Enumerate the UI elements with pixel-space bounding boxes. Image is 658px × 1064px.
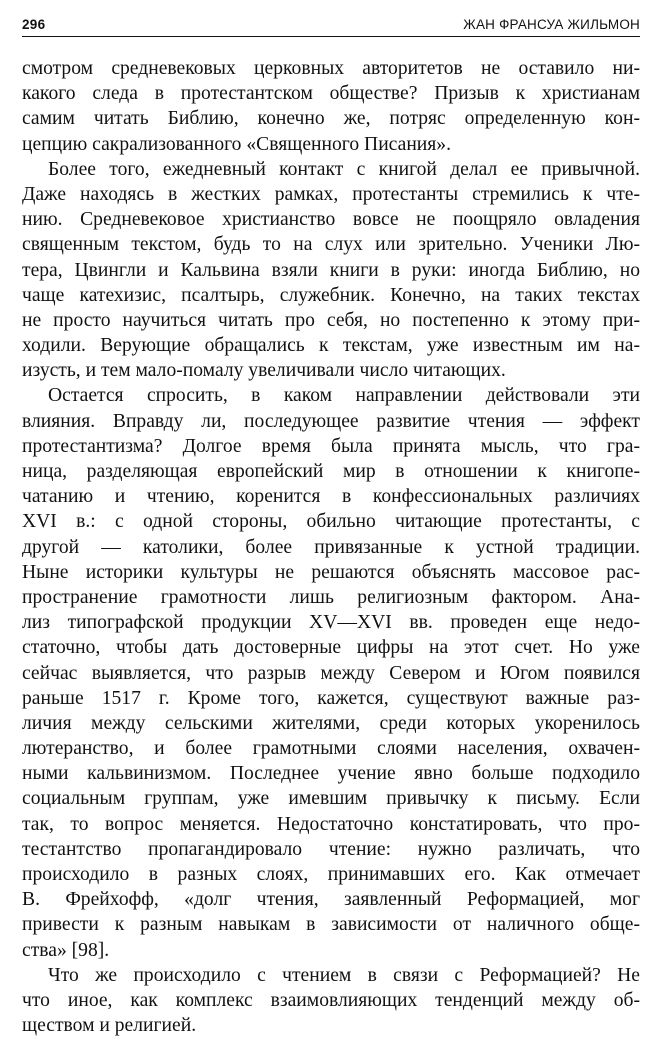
text-line: Остается спросить, в каком направлении действовали эти xyxy=(48,385,640,407)
text-line: ходили. Верующие обращались к текстам, уже известным им на- xyxy=(22,335,640,357)
text-line: цепцию сакрализованного «Священного Писания». xyxy=(22,133,451,155)
text-line: XVI в.: с одной стороны, обильно читающие протестанты, с xyxy=(22,511,640,533)
text-line: лютеранство, и более грамотными слоями населения, охвачен- xyxy=(22,738,640,760)
paragraph xyxy=(22,56,640,157)
text-line: священным текстом, будь то на слух или зрительно. Ученики Лю- xyxy=(22,234,640,256)
text-line: влияния. Вправду ли, последующее развитие чтения — эффект xyxy=(22,410,640,432)
text-line: чатанию и чтению, коренится в конфессиональных различиях xyxy=(22,486,640,508)
body-text xyxy=(22,56,640,1038)
text-line: самим читать Библию, конечно же, потряс определенную кон- xyxy=(22,108,640,130)
text-line: ными кальвинизмом. Последнее учение явно больше подходило xyxy=(22,763,640,785)
running-header xyxy=(22,14,640,37)
text-line: чаще катехизис, псалтырь, служебник. Конечно, на таких текстах xyxy=(22,284,640,306)
text-line: личия между сельскими жителями, среди которых укоренилось xyxy=(22,712,640,734)
text-line: социальным группам, уже имевшим привычку к письму. Если xyxy=(22,788,640,810)
text-line: другой — католики, более привязанные к устной традиции. xyxy=(22,536,640,558)
text-line: ница, разделяющая европейский мир в отношении к книгопе- xyxy=(22,461,640,482)
text-line: ществом и религией. xyxy=(22,1015,197,1037)
text-line: Что же происходило с чтением в связи с Реформацией? Не xyxy=(48,964,640,986)
text-line: Более того, ежедневный контакт с книгой делал ее привычной. xyxy=(48,158,640,180)
text-line: привести к разным навыкам в зависимости от наличного обще- xyxy=(22,914,640,936)
text-line: смотром средневековых церковных авторитетов не оставило ни- xyxy=(22,58,640,79)
paragraph xyxy=(22,157,640,384)
text-line: раньше 1517 г. Кроме того, кажется, существуют важные раз- xyxy=(22,687,640,709)
text-line: статочно, чтобы дать достоверные цифры на этот счет. Но уже xyxy=(22,637,640,659)
text-line: так, то вопрос меняется. Недостаточно констатировать, что про- xyxy=(22,813,640,835)
text-line: Даже находясь в жестких рамках, протестанты стремились к чте- xyxy=(22,183,640,205)
text-line: лиз типографской продукции XV—XVI вв. проведен еще недо- xyxy=(22,612,640,634)
text-line: протестантизма? Долгое время была принята мысль, что гра- xyxy=(22,435,640,457)
text-line: ства» [98]. xyxy=(22,939,110,961)
text-line: изусть, и тем мало-помалу увеличивали число читающих. xyxy=(22,360,506,382)
text-line: В. Фрейхофф, «долг чтения, заявленный Реформацией, мог xyxy=(22,889,640,911)
paragraph xyxy=(22,963,640,1039)
text-line: тестантство пропагандировало чтение: нужно различать, что xyxy=(22,838,640,860)
page-number: 296 xyxy=(22,17,46,32)
text-line: происходило в разных слоях, принимавших его. Как отмечает xyxy=(22,864,640,885)
text-line: какого следа в протестантском обществе? Призыв к христианам xyxy=(22,83,640,105)
text-line: пространение грамотности лишь религиозным фактором. Ана- xyxy=(22,586,640,608)
text-line: нию. Средневековое христианство вовсе не поощряло овладения xyxy=(22,209,640,231)
text-line: что иное, как комплекс взаимовлияющих тенденций между об- xyxy=(22,989,640,1011)
text-line: не просто научиться читать про себя, но постепенно к этому при- xyxy=(22,309,640,331)
text-line: тера, Цвингли и Кальвина взяли книги в руки: иногда Библию, но xyxy=(22,259,640,281)
text-line: Ныне историки культуры не решаются объяснять массовое рас- xyxy=(22,561,640,583)
running-title: ЖАН ФРАНСУА ЖИЛЬМОН xyxy=(463,17,640,32)
text-line: сейчас выявляется, что разрыв между Севером и Югом появился xyxy=(22,662,640,684)
paragraph xyxy=(22,383,640,962)
